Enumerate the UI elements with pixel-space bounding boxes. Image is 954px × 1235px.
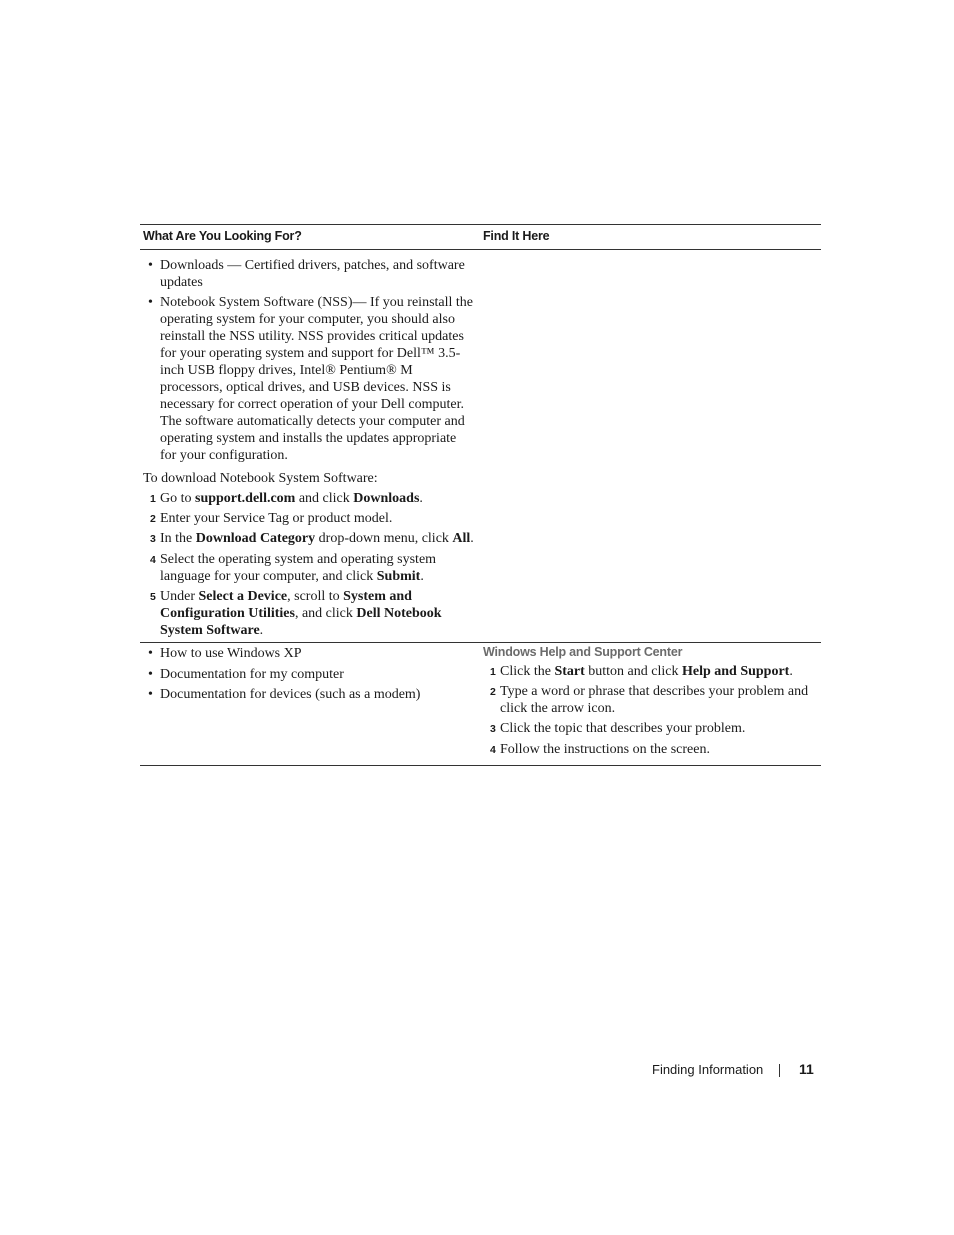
step-text	[160, 511, 392, 526]
step-emphasis: Start	[554, 664, 585, 679]
step-emphasis: Select a Device	[198, 589, 288, 604]
step-text	[160, 491, 423, 506]
bullet-icon: •	[148, 258, 153, 273]
footer-separator	[779, 1064, 780, 1077]
step-number: 3	[150, 533, 156, 545]
download-steps-list	[143, 490, 475, 639]
list-item	[143, 588, 475, 639]
step-emphasis: support.dell.com	[195, 491, 296, 506]
nss-bullet-text: Notebook System Software (NSS)— If you reinstall the operating system for your computer, you should also reinstall the NSS utility. NSS provides critical updates for your operating system and support for Dell™ 3.5-inch USB floppy drives, Intel® Pentium® M processors, optical drives, and USB devices. NSS is necessary for correct operation of your Dell computer. The software automatically detects your computer and operating system and installs the updates appropriate for your configuration.	[160, 295, 474, 463]
row2-right-cell	[483, 643, 821, 758]
list-item	[483, 741, 821, 758]
bullet-icon: •	[148, 646, 153, 661]
step-emphasis: Dell Notebook System Software	[160, 606, 442, 638]
step-text	[500, 721, 745, 736]
list-item	[483, 720, 821, 737]
list-item	[483, 663, 821, 680]
step-text-part: button and click	[584, 664, 682, 679]
list-item	[483, 683, 821, 717]
list-item	[143, 490, 475, 507]
bullet-icon: •	[148, 687, 153, 702]
step-text-part: Type a word or phrase that describes your problem and click the arrow icon.	[500, 684, 809, 716]
step-emphasis: Downloads	[353, 491, 420, 506]
table-header-row	[140, 225, 821, 249]
step-text-part: .	[419, 491, 423, 506]
table-row	[140, 643, 821, 765]
step-text	[500, 684, 808, 716]
header-find-it-here: Find It Here	[483, 229, 550, 243]
step-text-part: Enter your Service Tag or product model.	[160, 511, 393, 526]
downloads-bullet-text: Downloads — Certified drivers, patches, and software updates	[160, 258, 465, 290]
step-text-part: Select the operating system and operating system language for your computer, and click	[160, 552, 437, 584]
step-text-part: Click the	[500, 664, 555, 679]
footer-section-label: Finding Information	[652, 1062, 764, 1077]
step-number: 5	[150, 591, 156, 603]
step-number: 4	[150, 554, 156, 566]
step-text-part: Under	[160, 589, 199, 604]
help-support-center-title: Windows Help and Support Center	[483, 645, 683, 659]
list-item	[143, 645, 475, 662]
row1-left-cell	[143, 250, 475, 639]
step-text-part: and click	[295, 491, 354, 506]
step-text-part: Follow the instructions on the screen.	[500, 742, 710, 757]
step-emphasis: Submit	[376, 569, 421, 584]
step-text-part: , scroll to	[287, 589, 344, 604]
step-text-part: In the	[160, 531, 196, 546]
list-item	[143, 294, 475, 464]
step-text-part: .	[420, 569, 424, 584]
step-text	[500, 664, 793, 679]
documentation-computer-bullet-text: Documentation for my computer	[160, 667, 344, 682]
step-text	[160, 531, 474, 546]
step-emphasis: System and Configuration Utilities	[160, 589, 412, 621]
step-emphasis: Download Category	[195, 531, 316, 546]
step-number: 1	[490, 666, 496, 678]
step-text-part: , and click	[294, 606, 357, 621]
step-text	[160, 552, 436, 584]
info-table	[140, 224, 821, 766]
step-text-part: .	[789, 664, 793, 679]
help-steps-list	[483, 663, 821, 758]
list-item	[143, 666, 475, 683]
page-number: 11	[799, 1061, 814, 1077]
bullet-icon: •	[148, 667, 153, 682]
table-bottom-rule	[140, 765, 821, 766]
step-number: 1	[150, 493, 156, 505]
list-item	[143, 686, 475, 703]
step-text	[160, 589, 442, 638]
list-item	[143, 510, 475, 527]
step-text-part: Click the topic that describes your problem.	[500, 721, 746, 736]
step-number: 2	[150, 513, 156, 525]
step-text-part: Go to	[160, 491, 195, 506]
step-number: 2	[490, 686, 496, 698]
step-text-part: drop-down menu, click	[315, 531, 453, 546]
windows-xp-bullet-text: How to use Windows XP	[160, 646, 302, 661]
bullet-icon: •	[148, 295, 153, 310]
step-text	[500, 742, 710, 757]
list-item	[143, 257, 475, 291]
step-number: 3	[490, 723, 496, 735]
list-item	[143, 551, 475, 585]
step-emphasis: All	[452, 531, 471, 546]
step-text-part: .	[470, 531, 474, 546]
row2-left-cell	[143, 643, 475, 703]
table-row	[140, 250, 821, 642]
list-item	[143, 530, 475, 547]
header-what-are-you-looking-for: What Are You Looking For?	[143, 229, 302, 243]
download-instructions-intro: To download Notebook System Software:	[143, 471, 378, 486]
step-emphasis: Help and Support	[681, 664, 790, 679]
step-text-part: .	[259, 623, 264, 638]
documentation-devices-bullet-text: Documentation for devices (such as a modem)	[160, 687, 421, 702]
step-number: 4	[490, 744, 496, 756]
